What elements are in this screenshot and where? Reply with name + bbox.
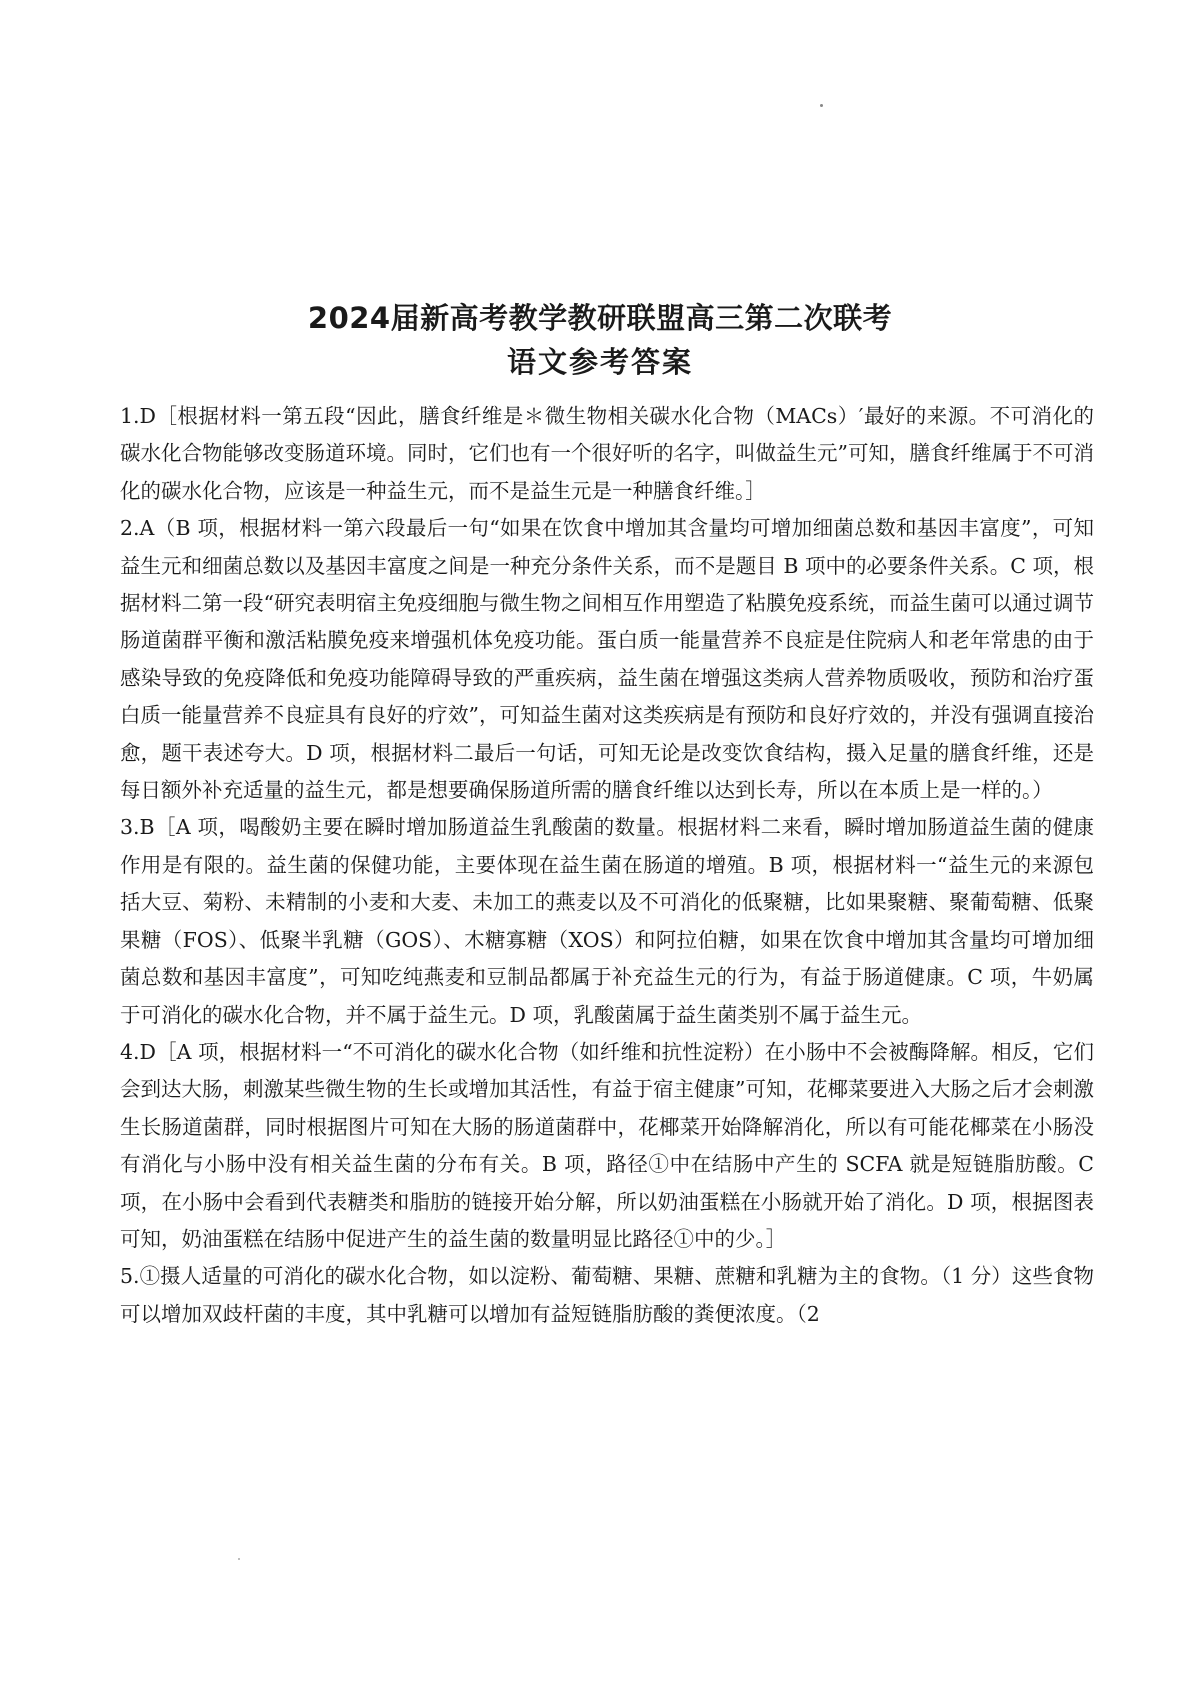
answer-item-5: 5.①摄人适量的可消化的碳水化合物，如以淀粉、葡萄糖、果糖、蔗糖和乳糖为主的食物。（1 分）这些食物可以增加双歧杆菌的丰度，其中乳糖可以增加有益短链脂肪酸的粪便浓度。（2 — [120, 1264, 1094, 1326]
scan-speck — [820, 104, 823, 107]
scan-speck — [238, 1558, 240, 1560]
answer-list — [120, 398, 1094, 1333]
document-title: 2024届新高考教学教研联盟高三第二次联考 — [307, 301, 893, 335]
answer-item-4: 4.D［A 项，根据材料一“不可消化的碳水化合物（如纤维和抗性淀粉）在小肠中不会被酶降解。相反，它们会到达大肠，刺激某些微生物的生长或增加其活性，有益于宿主健康”可知，花椰菜要进入大肠之后才会刺激生长肠道菌群，同时根据图片可知在大肠的肠道菌群中，花椰菜开始降解消化，所以有可能花椰菜在小肠没有消化与小肠中没有相关益生菌的分布有关。B 项，路径①中在结肠中产生的 SCFA 就是短链脂肪酸。C 项，在小肠中会看到代表糖类和脂肪的链接开始分解，所以奶油蛋糕在小肠就开始了消化。D 项，根据图表可知，奶油蛋糕在结肠中促进产生的益生菌的数量明显比路径①中的少。］ — [120, 1039, 1094, 1251]
document-subtitle: 语文参考答案 — [506, 345, 693, 379]
document-header — [0, 296, 1200, 384]
answer-item-1: 1.D［根据材料一第五段“因此，膳食纤维是＊微生物相关碳水化合物（MACs）′最好的来源。不可消化的碳水化合物能够改变肠道环境。同时，它们也有一个很好听的名字，叫做益生元”可知，膳食纤维属于不可消化的碳水化合物，应该是一种益生元，而不是益生元是一种膳食纤维。］ — [120, 404, 1094, 503]
answer-item-3: 3.B［A 项，喝酸奶主要在瞬时增加肠道益生乳酸菌的数量。根据材料二来看，瞬时增加肠道益生菌的健康作用是有限的。益生菌的保健功能，主要体现在益生菌在肠道的增殖。B 项，根据材料一“益生元的来源包括大豆、菊粉、未精制的小麦和大麦、未加工的燕麦以及不可消化的低聚糖，比如果聚糖、聚葡萄糖、低聚果糖（FOS）、低聚半乳糖（GOS）、木糖寡糖（XOS）和阿拉伯糖，如果在饮食中增加其含量均可增加细菌总数和基因丰富度”，可知吃纯燕麦和豆制品都属于补充益生元的行为，有益于肠道健康。C 项，牛奶属于可消化的碳水化合物，并不属于益生元。D 项，乳酸菌属于益生菌类别不属于益生元。 — [120, 815, 1094, 1027]
answer-item-2: 2.A（B 项，根据材料一第六段最后一句“如果在饮食中增加其含量均可增加细菌总数和基因丰富度”，可知益生元和细菌总数以及基因丰富度之间是一种充分条件关系，而不是题目 B 项中的必要条件关系。C 项，根据材料二第一段“研究表明宿主免疫细胞与微生物之间相互作用塑造了粘膜免疫系统，而益生菌可以通过调节肠道菌群平衡和激活粘膜免疫来增强机体免疫功能。蛋白质一能量营养不良症是住院病人和老年常患的由于感染导致的免疫降低和免疫功能障碍导致的严重疾病，益生菌在增强这类病人营养物质吸收，预防和治疗蛋白质一能量营养不良症具有良好的疗效”，可知益生菌对这类疾病是有预防和良好疗效的，并没有强调直接治愈，题干表述夸大。D 项，根据材料二最后一句话，可知无论是改变饮食结构，摄入足量的膳食纤维，还是每日额外补充适量的益生元，都是想要确保肠道所需的膳食纤维以达到长寿，所以在本质上是一样的。） — [120, 516, 1094, 803]
